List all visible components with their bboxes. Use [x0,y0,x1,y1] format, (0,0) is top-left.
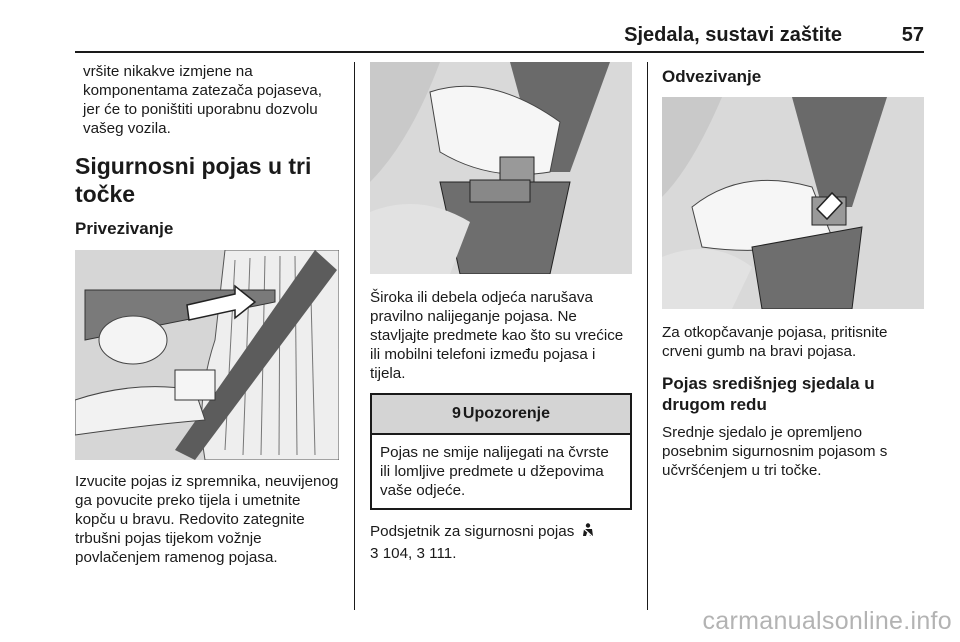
page-ref-2[interactable]: 111. [429,545,457,562]
ref-2-arrow: 3 [416,545,425,562]
ref-1-arrow: 3 [370,545,379,562]
warning-box [370,393,632,510]
column-3 [662,62,924,480]
fastening-illustration [75,250,339,460]
reminder-text: Podsjetnik za sigurnosni pojas [370,523,575,540]
page-number: 57 [901,24,924,46]
subheading-odvezivanje: Odvezivanje [662,67,762,86]
warning-triangle-icon: 9 [451,405,461,422]
section-heading: Sigurnosni pojas u tri točke [75,153,312,207]
column-1 [75,62,341,567]
subheading-privezivanje: Privezivanje [75,219,174,238]
figure-caption: Izvucite pojas iz spremnika, neuvijenog ga povucite preko tijela i umetnite kopču u bravu. Redovito zategnite trbušni pojas tijekom vožnje povlačenjem ramenog pojasa. [75,473,339,566]
figure-buckle [370,62,632,274]
centre-seat-paragraph: Srednje sjedalo je opremljeno posebnim sigurnosnim pojasom s učvršćenjem u tri točke. [662,424,888,479]
subheading-centre-seat: Pojas središnjeg sjedala u drugom redu [662,374,875,414]
header-title: Sjedala, sustavi zaštite [624,24,842,46]
seatbelt-icon [582,523,594,544]
reminder-paragraph [370,522,632,563]
column-divider-2 [647,62,648,610]
continued-text: vršite nikakve izmjene na komponentama zatezača pojaseva, jer će to poništiti uporabnu dozvolu vašeg vozila. [83,63,322,137]
figure-fastening-belt [75,250,339,460]
header-rule [75,51,924,53]
watermark: carmanualsonline.info [702,607,952,635]
unbuckle-illustration [662,97,924,309]
page-ref-1[interactable]: 104, [382,545,413,562]
unbuckle-paragraph: Za otkopčavanje pojasa, pritisnite crveni gumb na bravi pojasa. [662,324,888,360]
warning-header [372,395,630,435]
column-divider-1 [354,62,355,610]
figure-unbuckle [662,97,924,309]
warning-title: Upozorenje [462,405,551,422]
warning-text: Pojas ne smije nalijegati na čvrste ili lomljive predmete u džepovima vaše odjeće. [380,444,609,499]
column-2 [370,62,632,563]
warning-body [372,435,630,508]
buckle-illustration [370,62,632,274]
clothing-paragraph: Široka ili debela odjeća narušava pravilno nalijeganje pojasa. Ne stavljajte predmete kao što su vrećice ili mobilni telefoni između pojasa i tijela. [370,289,624,382]
